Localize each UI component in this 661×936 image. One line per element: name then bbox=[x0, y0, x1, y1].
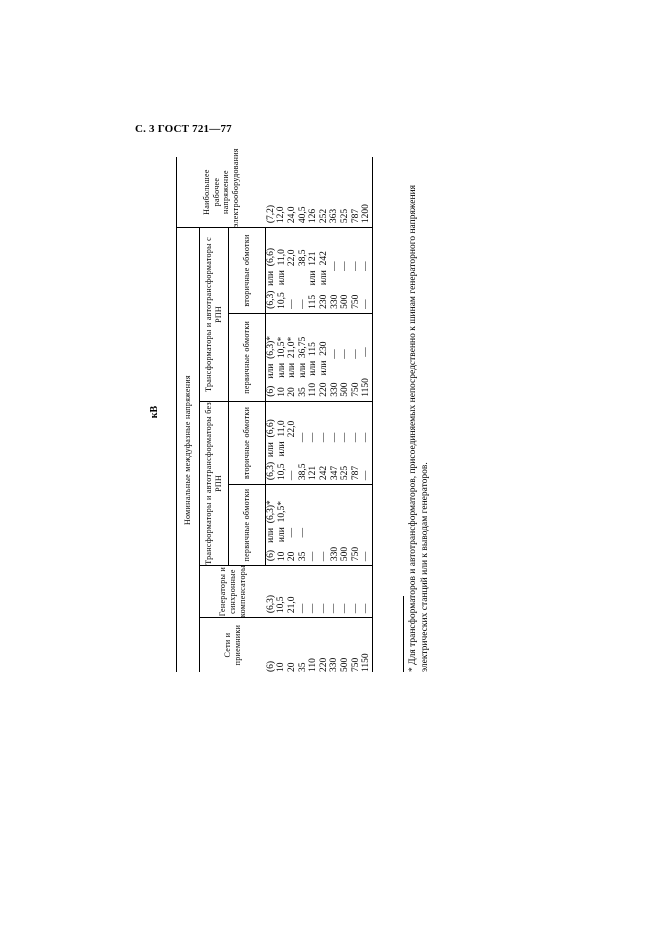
table-cell: — 22,0 bbox=[287, 420, 298, 481]
table-cell: — 38,5 bbox=[297, 249, 308, 309]
table-cell: 20 bbox=[286, 662, 297, 672]
column-r-secondary bbox=[266, 228, 373, 314]
units-label: кВ bbox=[149, 405, 160, 419]
table-cell: 750 bbox=[350, 546, 361, 562]
table-cell: 500 bbox=[340, 546, 351, 562]
rotated-table-page bbox=[149, 148, 450, 672]
table-cell: — bbox=[308, 603, 319, 614]
table-cell: (6) или (6,3)* bbox=[266, 500, 276, 562]
header-networks: Сети и приемники bbox=[223, 624, 242, 666]
table-cell: 1200 bbox=[361, 204, 372, 224]
header-tr-rpn: Трансформаторы и автотрансформаторы с РПН bbox=[200, 228, 229, 402]
table-cell: 363 bbox=[329, 208, 340, 224]
table-cell: (6,3) или (6,6) bbox=[266, 248, 276, 309]
table-cell: (7,2) bbox=[265, 204, 276, 224]
table-cell: (6) bbox=[265, 660, 276, 672]
table-cell: — bbox=[361, 603, 372, 614]
table-cell: 121 — bbox=[308, 432, 319, 481]
table-cell: 115 или 121 bbox=[308, 251, 319, 309]
header-tr-no-rpn: Трансформаторы и автотрансформаторы без РПН bbox=[200, 401, 229, 565]
table-cell: 126 bbox=[308, 208, 319, 224]
table-cell: 330 bbox=[329, 546, 340, 562]
table-cell: 242 — bbox=[318, 432, 329, 481]
table-cell: 20 или 21,0* bbox=[287, 336, 298, 397]
table-cell: 40,5 bbox=[297, 206, 308, 224]
table-cell: 1150 — bbox=[361, 347, 372, 397]
table-cell: 10,5 или 11,0 bbox=[276, 249, 287, 309]
footnote: * Для трансформаторов и автотрансформаторов, присоединяемых непосредственно к шинам генераторного напряжения электрических станций или к выводам генераторов. bbox=[408, 184, 430, 672]
table-cell: 787 bbox=[350, 208, 361, 224]
table-cell: 330 bbox=[329, 657, 340, 672]
table-cell: 750 bbox=[350, 657, 361, 672]
table-cell: 110 или 115 bbox=[308, 342, 319, 397]
table-cell: 787 — bbox=[350, 432, 361, 481]
table-cell: — bbox=[329, 603, 340, 614]
table-cell: 500 bbox=[339, 657, 350, 672]
table-cell: 10 bbox=[276, 662, 287, 672]
table-cell: 330 — bbox=[329, 261, 340, 309]
table-cell: 10,5 или 11,0 bbox=[276, 420, 287, 481]
table-cell: 35 — bbox=[297, 527, 308, 562]
page-header: С. 3 ГОСТ 721—77 bbox=[135, 123, 232, 135]
table-cell: — bbox=[339, 603, 350, 614]
table-cell: 500 — bbox=[340, 349, 351, 397]
table-cell: 10,5 bbox=[276, 596, 287, 614]
header-r-primary: первичные обмотки bbox=[229, 313, 266, 401]
table-cell: (6,3) bbox=[265, 594, 276, 614]
table-cell: 525 — bbox=[340, 432, 351, 481]
table-cell: 230 или 242 bbox=[318, 251, 329, 309]
table-cell: 35 bbox=[297, 662, 308, 672]
table-cell: 525 bbox=[339, 208, 350, 224]
header-r-secondary: вторичные обмотки bbox=[229, 228, 266, 314]
table-cell: — bbox=[297, 603, 308, 614]
table-cell: 24,0 bbox=[286, 206, 297, 224]
footnote-rule bbox=[403, 596, 404, 672]
table-cell: 38,5 — bbox=[297, 432, 308, 481]
column-max-voltage bbox=[266, 157, 373, 228]
table-cell: — — bbox=[361, 261, 372, 309]
table-cell: (6) или (6,3)* bbox=[266, 335, 276, 397]
table-cell: 12,0 bbox=[276, 206, 287, 224]
column-nr-secondary bbox=[266, 401, 373, 484]
table-cell: — 22,0 bbox=[287, 249, 298, 309]
header-max-voltage: Наибольшее рабочее напряжение электрооборудования bbox=[177, 157, 266, 228]
table-cell: 330 — bbox=[329, 349, 340, 397]
table-cell: 252 bbox=[318, 208, 329, 224]
table-cell: 10 или 10,5* bbox=[276, 336, 287, 397]
table-cell: — bbox=[308, 551, 319, 562]
table-cell: — bbox=[318, 551, 329, 562]
table-cell: — — bbox=[361, 432, 372, 481]
column-networks bbox=[266, 618, 373, 672]
table-cell: 110 bbox=[308, 658, 319, 672]
table-cell: 1150 bbox=[361, 653, 372, 672]
header-generators: Генераторы и синхронные компенсаторы bbox=[200, 566, 266, 618]
table-cell: 20 — bbox=[287, 527, 298, 562]
table-cell: (6,3) или (6,6) bbox=[266, 419, 276, 481]
column-r-primary bbox=[266, 313, 373, 401]
table-cell: — bbox=[318, 603, 329, 614]
header-nr-primary: первичные обмотки bbox=[229, 485, 266, 566]
table-cell: 750 — bbox=[350, 349, 361, 397]
column-nr-primary bbox=[266, 485, 373, 566]
header-nr-secondary: вторичные обмотки bbox=[229, 401, 266, 484]
table-cell: — bbox=[350, 603, 361, 614]
table-cell: 220 или 230 bbox=[318, 341, 329, 397]
table-cell: 21,0 bbox=[286, 596, 297, 614]
table-cell: 10 или 10,5* bbox=[276, 501, 287, 562]
header-nominal: Номинальные междуфазные напряжения bbox=[177, 228, 200, 672]
table-cell: 750 — bbox=[350, 261, 361, 309]
voltage-table bbox=[176, 148, 373, 672]
table-cell: 35 или 36,75 bbox=[297, 336, 308, 397]
table-cell: 347 — bbox=[329, 432, 340, 481]
table-cell: 220 bbox=[318, 657, 329, 672]
table-cell: — bbox=[361, 551, 372, 562]
column-generators bbox=[266, 566, 373, 618]
table-cell: 500 — bbox=[340, 261, 351, 309]
